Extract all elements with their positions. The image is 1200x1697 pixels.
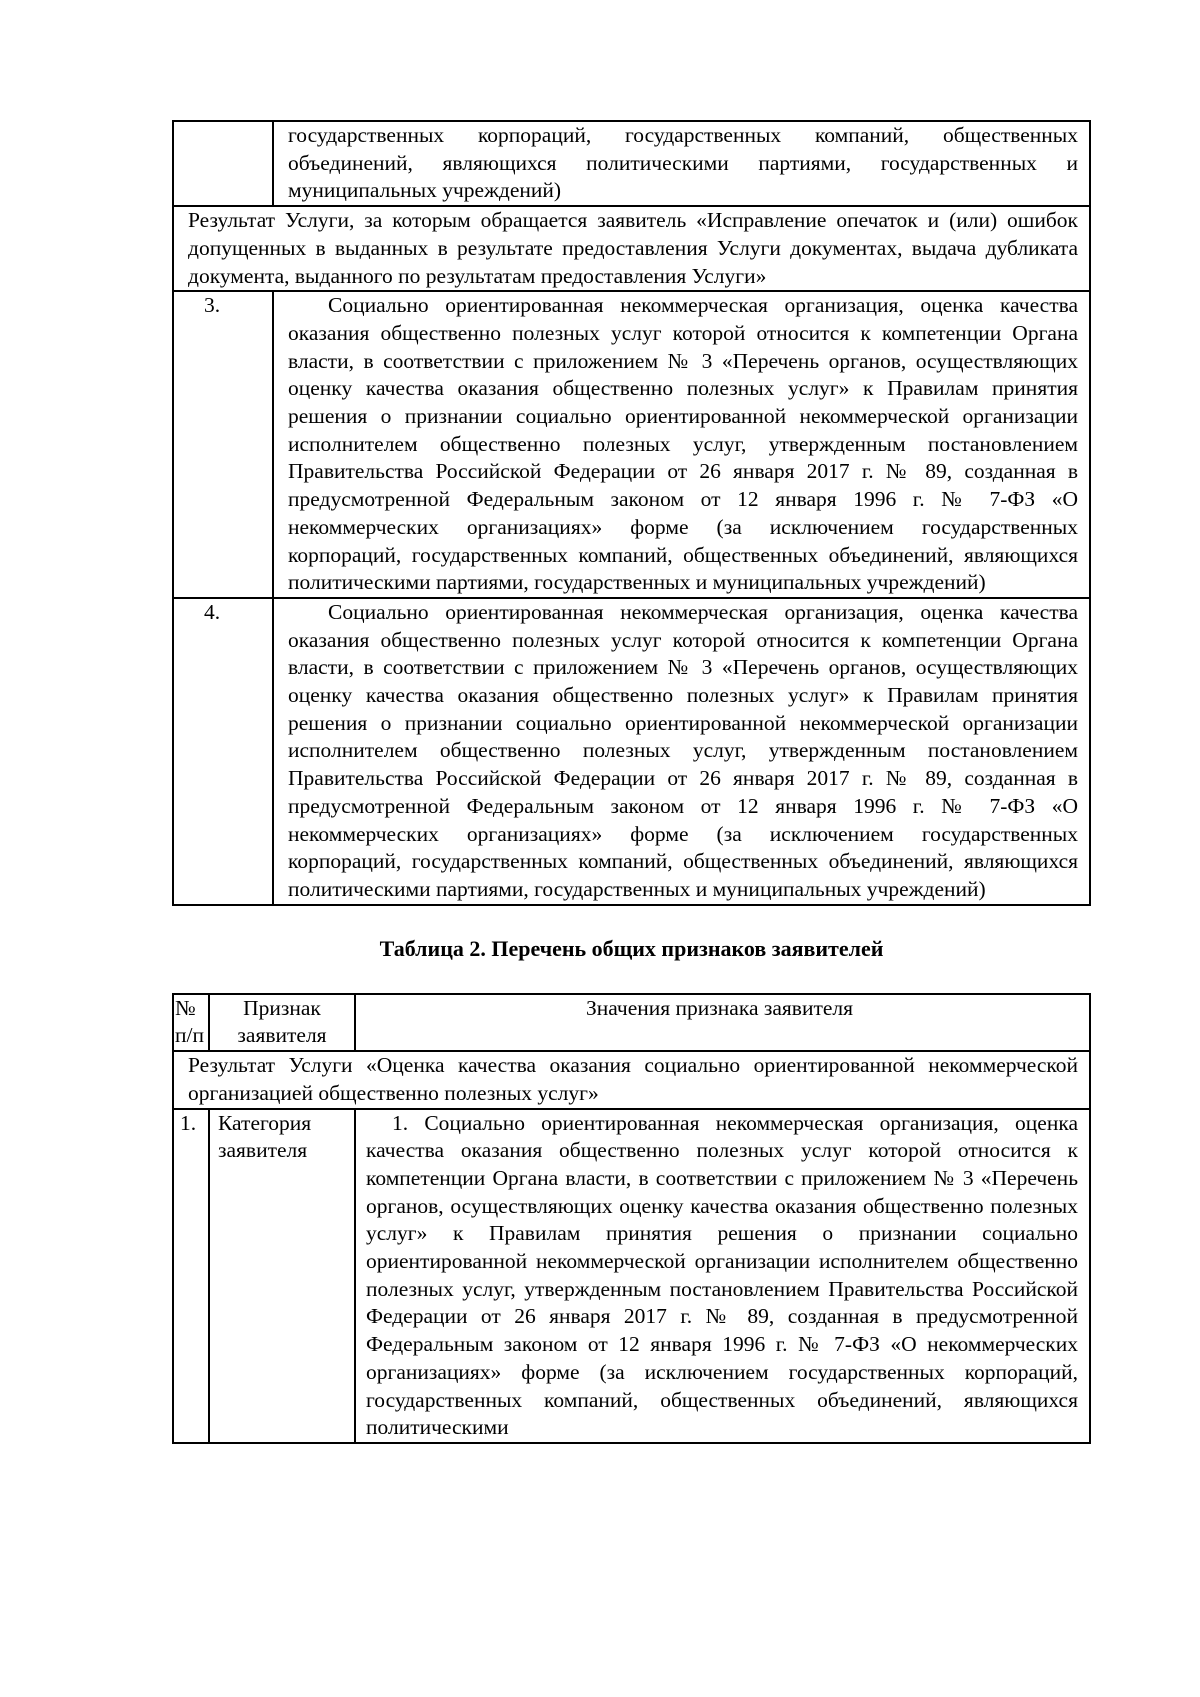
row-value-cell: [355, 1109, 1090, 1443]
table-row: [173, 291, 1090, 598]
row-text-cell: Социально ориентированная некоммерческая организация, оценка качества оказания общественно полезных услуг которой относится к компетенции Органа власти, в соответствии с приложением № 3 «Перечень органов, осуществляющих оценку качества оказания общественно полезных услуг» к Правилам принятия решения о признании социально ориентированной некоммерческой организации исполнителем общественно полезных услуг, утвержденным постановлением Правительства Российской Федерации от 26 января 2017 г. № 89, созданная в предусмотренной Федеральным законом от 12 января 1996 г. № 7-ФЗ «О некоммерческих организациях» форме (за исключением государственных корпораций, государственных компаний, общественных объединений, являющихся политическими партиями, государственных и муниципальных учреждений): [273, 291, 1090, 598]
table-2-title: Таблица 2. Перечень общих признаков заявителей: [379, 935, 884, 961]
table-row: [173, 598, 1090, 905]
row-feature-cell: Категория заявителя: [209, 1109, 355, 1443]
row-number-cell: 1.: [173, 1109, 209, 1443]
result-row: [173, 1051, 1090, 1108]
table-row: [173, 121, 1090, 206]
table-header-row: [173, 994, 1090, 1051]
row-number-cell: [173, 121, 273, 206]
column-header-feature: Признак заявителя: [209, 994, 355, 1051]
table-row: [173, 1109, 1090, 1443]
result-row: [173, 206, 1090, 291]
row-value-text: 1. Социально ориентированная некоммерческая организация, оценка качества оказания общественно полезных услуг которой относится к компетенции Органа власти, в соответствии с приложением № 3 «Перечень органов, осуществляющих оценку качества оказания общественно полезных услуг» к Правилам принятия решения о признании социально ориентированной некоммерческой организации исполнителем общественно полезных услуг, утвержденным постановлением Правительства Российской Федерации от 26 января 2017 г. № 89, созданная в предусмотренной Федеральным законом от 12 января 1996 г. № 7-ФЗ «О некоммерческих организациях» форме (за исключением государственных корпораций, государственных компаний, общественных объединений, являющихся политическими: [366, 1110, 1078, 1440]
row-number-cell: 3.: [173, 291, 273, 598]
column-header-values: Значения признака заявителя: [355, 994, 1090, 1051]
applicants-table-continued: [172, 120, 1091, 906]
result-heading-cell: Результат Услуги, за которым обращается заявитель «Исправление опечаток и (или) ошибок допущенных в выданных в результате предоставления Услуги документах, выдача дубликата документа, выданного по результатам предоставления Услуги»: [173, 206, 1090, 291]
row-text-cell: государственных корпораций, государственных компаний, общественных объединений, являющихся политическими партиями, государственных и муниципальных учреждений): [273, 121, 1090, 206]
column-header-number: № п/п: [173, 994, 209, 1051]
common-features-table: [172, 993, 1091, 1444]
row-number-cell: 4.: [173, 598, 273, 905]
result-heading-cell: Результат Услуги «Оценка качества оказания социально ориентированной некоммерческой организацией общественно полезных услуг»: [173, 1051, 1090, 1108]
document-page: [172, 120, 1091, 1444]
row-text-cell: Социально ориентированная некоммерческая организация, оценка качества оказания общественно полезных услуг которой относится к компетенции Органа власти, в соответствии с приложением № 3 «Перечень органов, осуществляющих оценку качества оказания общественно полезных услуг» к Правилам принятия решения о признании социально ориентированной некоммерческой организации исполнителем общественно полезных услуг, утвержденным постановлением Правительства Российской Федерации от 26 января 2017 г. № 89, созданная в предусмотренной Федеральным законом от 12 января 1996 г. № 7-ФЗ «О некоммерческих организациях» форме (за исключением государственных корпораций, государственных компаний, общественных объединений, являющихся политическими партиями, государственных и муниципальных учреждений): [273, 598, 1090, 905]
